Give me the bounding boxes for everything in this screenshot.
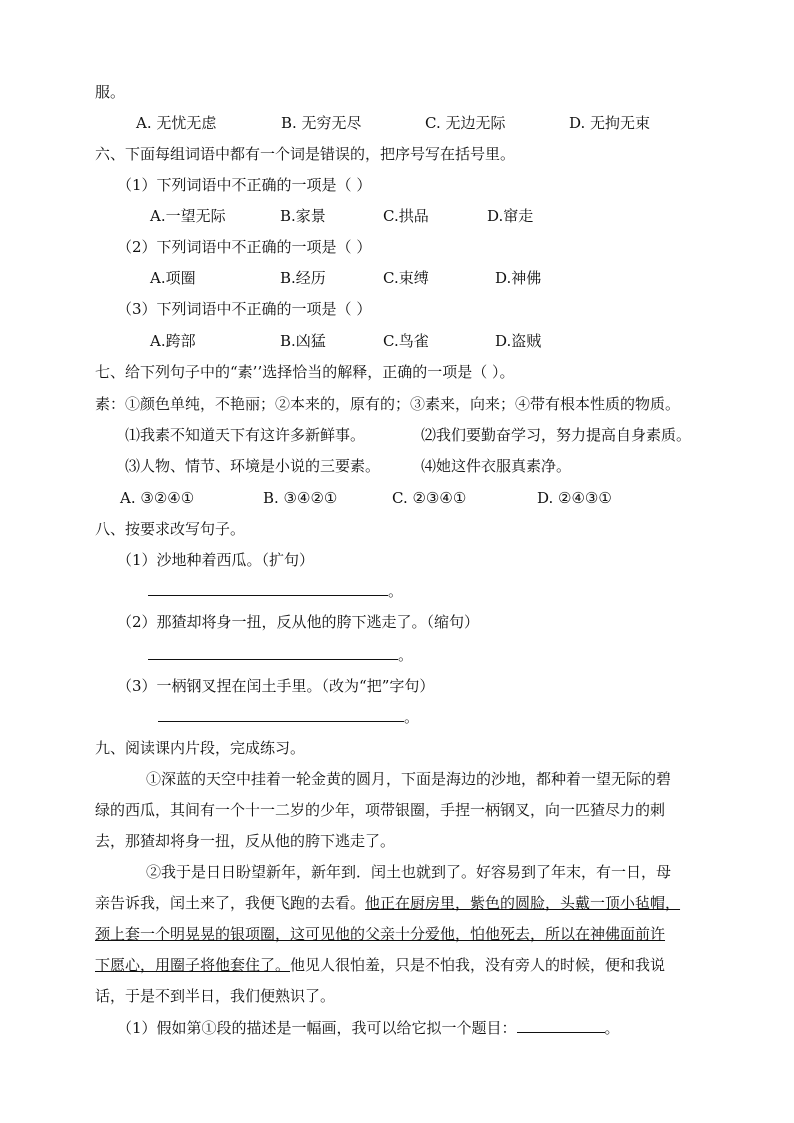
q6-heading: 六、下面每组词语中都有一个词是错误的，把序号写在括号里。 — [95, 145, 516, 163]
q7-option-d: D. ②④③① — [537, 489, 612, 507]
answer-line[interactable] — [148, 645, 398, 660]
q8-answer-3[interactable]: 。 — [158, 707, 419, 727]
q7-meanings: 素：①颜色单纯，不艳丽；②本来的，原有的；③素来，向来；④带有根本性质的物质。 — [95, 395, 681, 413]
q6-3-option-a: A.跨部 — [150, 332, 196, 350]
q7-sentence-2: ⑵我们要勤奋学习，努力提高自身素质。 — [421, 426, 692, 444]
answer-line[interactable] — [517, 1018, 605, 1033]
q9-paragraph-2-line: 亲告诉我，闰土来了，我便飞跑的去看。他正在厨房里，紫色的圆脸，头戴一顶小毡帽， — [95, 894, 681, 912]
q9-paragraph-1-line: 去，那猹却将身一扭，反从他的胯下逃走了。 — [95, 832, 396, 850]
q9-paragraph-2-line: 话，于是不到半日，我们便熟识了。 — [95, 987, 336, 1005]
q6-2-option-d: D.神佛 — [495, 269, 542, 287]
q5-option-b: B. 无穷无尽 — [281, 114, 362, 132]
q5-option-a: A. 无忧无虑 — [136, 114, 217, 132]
answer-line[interactable] — [158, 707, 404, 722]
q7-heading: 七、给下列句子中的“素’’选择恰当的解释，正确的一项是（ ）。 — [95, 363, 515, 381]
q5-tail: 服。 — [95, 83, 126, 101]
q5-option-d: D. 无拘无束 — [569, 114, 651, 132]
q6-prompt-2: （2）下列词语中不正确的一项是（ ） — [117, 238, 372, 256]
q8-answer-2[interactable]: 。 — [148, 645, 413, 665]
underlined-passage: 下愿心，用圈子将他套住了。 — [95, 956, 291, 974]
q7-sentence-3: ⑶人物、情节、环境是小说的三要素。 — [125, 457, 381, 475]
q6-1-option-a: A.一望无际 — [150, 207, 226, 225]
q9-paragraph-2-line: ②我于是日日盼望新年，新年到．闰土也就到了。好容易到了年末，有一日，母 — [146, 863, 672, 881]
q6-1-option-d: D.窜走 — [487, 207, 534, 225]
q9-heading: 九、阅读课内片段，完成练习。 — [95, 739, 306, 757]
q6-2-option-c: C.束缚 — [383, 269, 429, 287]
q9-paragraph-1-line: 绿的西瓜，其间有一个十一二岁的少年，项带银圈，手捏一柄钢叉，向一匹猹尽力的刺 — [95, 801, 666, 819]
q8-prompt-1: （1）沙地种着西瓜。（扩句） — [117, 551, 315, 569]
q6-2-option-b: B.经历 — [280, 269, 326, 287]
q5-option-c: C. 无边无际 — [425, 114, 506, 132]
q6-1-option-c: C.拱品 — [383, 207, 429, 225]
q8-heading: 八、按要求改写句子。 — [95, 520, 246, 538]
q6-prompt-1: （1）下列词语中不正确的一项是（ ） — [117, 176, 372, 194]
underlined-passage: 他正在厨房里，紫色的圆脸，头戴一顶小毡帽， — [365, 894, 681, 912]
q9-paragraph-2-line: 下愿心，用圈子将他套住了。他见人很怕羞，只是不怕我，没有旁人的时候，便和我说 — [95, 956, 666, 974]
q7-sentence-1: ⑴我素不知道天下有这许多新鲜事。 — [125, 426, 366, 444]
q8-answer-1[interactable]: 。 — [148, 581, 403, 601]
q6-3-option-b: B.凶猛 — [280, 332, 326, 350]
q6-2-option-a: A.项圈 — [150, 269, 196, 287]
q7-option-a: A. ③②④① — [120, 489, 195, 507]
underlined-passage: 颈上套一个明晃晃的银项圈，这可见他的父亲十分爱他，怕他死去，所以在神佛面前许 — [95, 925, 666, 943]
q8-prompt-3: （3）一柄钢叉捏在闰土手里。（改为“把”字句） — [117, 677, 435, 695]
answer-line[interactable] — [148, 581, 388, 596]
q8-prompt-2: （2）那猹却将身一扭，反从他的胯下逃走了。（缩句） — [117, 613, 480, 631]
q6-3-option-c: C.鸟雀 — [383, 332, 429, 350]
q6-1-option-b: B.家景 — [280, 207, 326, 225]
q7-option-b: B. ③④②① — [263, 489, 338, 507]
q6-prompt-3: （3）下列词语中不正确的一项是（ ） — [117, 300, 372, 318]
q9-paragraph-1-line: ①深蓝的天空中挂着一轮金黄的圆月，下面是海边的沙地，都种着一望无际的碧 — [146, 770, 672, 788]
q9-sub-question-1: （1）假如第①段的描述是一幅画，我可以给它拟一个题目： 。 — [117, 1019, 620, 1037]
q6-3-option-d: D.盗贼 — [495, 332, 542, 350]
q7-option-c: C. ②③④① — [392, 489, 467, 507]
q7-sentence-4: ⑷她这件衣服真素净。 — [421, 457, 572, 475]
